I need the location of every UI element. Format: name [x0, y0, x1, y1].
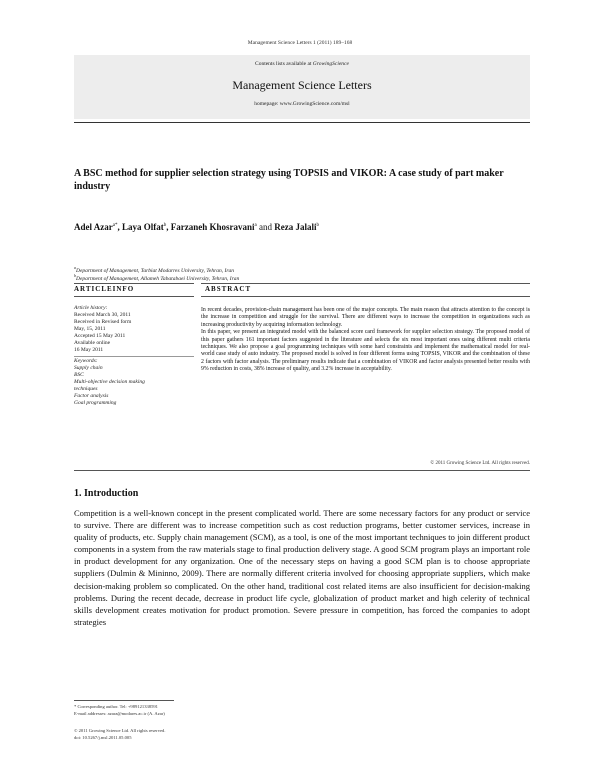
paper-title: A BSC method for supplier selection strategy using TOPSIS and VIKOR: A case study of part maker industry: [74, 168, 504, 192]
keyword: BSC: [74, 372, 84, 378]
author-name: Reza Jalali: [274, 222, 317, 232]
footnote-rule: [74, 700, 174, 701]
keywords-rule: [74, 356, 194, 357]
affiliation: [74, 273, 239, 282]
author-mark: b: [163, 223, 167, 228]
author-name: Adel Azar: [74, 222, 113, 232]
article-info-top-rule: [74, 283, 194, 284]
abstract-body: [201, 307, 530, 374]
footer-copyright: © 2011 Growing Science Ltd. All rights reserved.: [74, 728, 166, 733]
article-info-heading: ARTICLEINFO: [74, 285, 135, 293]
running-header: Management Science Letters 1 (2011) 189–168: [247, 40, 353, 46]
keyword: Multi-objective decision making: [74, 379, 145, 385]
author-mark: a: [254, 223, 257, 228]
doi-note[interactable]: doi: 10.5267/j.msl.2011.05.005: [74, 735, 132, 740]
journal-title: Management Science Letters: [232, 78, 372, 92]
abstract-copyright: © 2011 Growing Science Ltd. All rights reserved.: [430, 461, 530, 466]
author-separator: and: [256, 222, 275, 232]
contents-source-link[interactable]: GrowingScience: [312, 61, 349, 67]
keywords-label: Keywords:: [74, 358, 98, 364]
author-name: Laya Olfat: [121, 222, 164, 232]
corresponding-author-note: * Corresponding author. Tel: +989121338591: [74, 704, 158, 709]
author-separator: ,: [166, 222, 171, 232]
affiliation-mark: b: [74, 273, 76, 278]
article-info-rule: [74, 296, 194, 297]
author-list: [74, 222, 530, 232]
contents-prefix: Contents lists available at: [255, 61, 313, 67]
author-mark: b: [316, 223, 319, 228]
abstract-bottom-rule: [74, 470, 530, 471]
email-note[interactable]: E-mail addresses: azara@modares.ac.ir (A. Azar): [74, 711, 165, 716]
keyword: techniques: [74, 386, 98, 392]
affiliation-text: Department of Management, Allameh Tabatabaei University, Tehran, Iran: [76, 275, 240, 282]
history-item: Available online: [74, 340, 111, 346]
abstract-top-rule: [201, 283, 530, 284]
author-name: Farzaneh Khosravani: [170, 222, 255, 232]
author-separator: ,: [117, 222, 122, 232]
author-mark: a*: [112, 223, 118, 228]
history-item: May, 15, 2011: [74, 326, 106, 332]
abstract-paragraph: In recent decades, provision-chain management has been one of the major concepts. The main reason that attracts attention to the concept is the increase in competition and struggle for the survival. There are different ways to increase the competition in organizations such as increasing productivity by acquiring information technology.: [201, 307, 530, 328]
abstract-rule: [201, 296, 530, 297]
introduction-paragraph: Competition is a well-known concept in the present complicated world. There are some necessary factors for any product or service to survive. There are different was to increase competition such as cost reduction programs, better customer services, increase in quality of products, etc. Supply chain management (SCM), as a tool, is one of the most important techniques to join different product components in a system from the raw materials stage to final production delivery stage. A good SCM program plays an important role in product development for any organization. One of the necessary steps on having a good SCM plan is to choose appropriate suppliers (Dulmin & Mininno, 2009). There are normally different criteria involved for choosing appropriate suppliers, which make decision-making problem so complicated. On the other hand, traditional cost related items are also insufficient for decision-making problems. During the recent decade, decrease in product life cycle, globalization of product market and high celerity of technical skills development creates motivation for product promotion. Severe pressure in competition, has forced the companies to adopt strategies: [74, 508, 530, 627]
abstract-paragraph: In this paper, we present an integrated model with the balanced score card framework for supplier selection strategy. The proposed model of this paper gathers 161 important factors suggested in the literature and selects the six most important ones using different multi criteria techniques. We also propose a goal programming techniques with some hard constraints and implement the mathematical model for real-world case study of auto industry. The proposed model is solved in four different forms using TOPSIS, VIKOR and the combination of these 2 factors with factor analysis. The preliminary results indicate that a combination of VIKOR and factor analysis presented better results with 9% reduction in costs, 38% increase of quality, and 3.2% increase in acceptability.: [201, 329, 530, 373]
abstract-heading: ABSTRACT: [205, 285, 252, 293]
affiliation-text: Department of Management, Tarbiat Modarres University, Tehran, Iran: [76, 267, 234, 274]
history-item: Accepted 15 May 2011: [74, 333, 126, 339]
history-item: 16 May 2011: [74, 347, 104, 353]
history-item: Received March 30, 2011: [74, 312, 131, 318]
journal-homepage[interactable]: homepage: www.GrowingScience.com/msl: [254, 101, 350, 107]
keyword: Supply chain: [74, 365, 103, 371]
banner-rule: [74, 122, 530, 123]
introduction-body: [74, 507, 530, 628]
affiliation-mark: a: [74, 265, 76, 270]
section-heading: 1. Introduction: [74, 488, 139, 499]
history-label: Article history:: [74, 305, 108, 311]
keyword: Goal programming: [74, 400, 117, 406]
keyword: Factor analysis: [74, 393, 109, 399]
history-item: Received in Revised form: [74, 319, 132, 325]
contents-line: [74, 61, 530, 67]
